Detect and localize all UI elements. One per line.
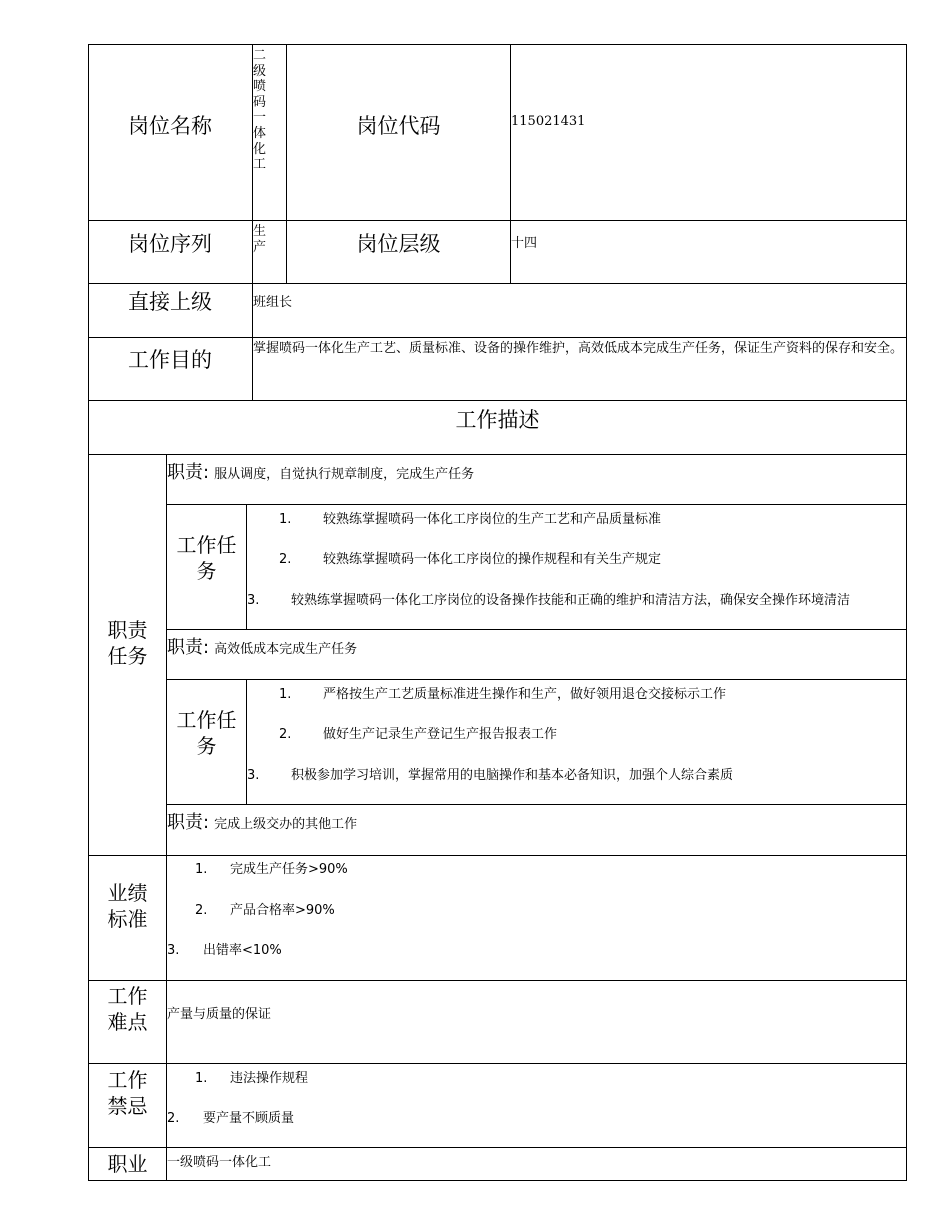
- position-sequence-value: 生产: [253, 224, 267, 255]
- career-label: 职业: [107, 1152, 148, 1176]
- task-1-1: 1. 较熟练掌握喷码一体化工序岗位的生产工艺和产品质量标准: [279, 512, 662, 527]
- performance-item-2: 2. 产品合格率>90%: [195, 903, 335, 918]
- position-name-label: 岗位名称: [128, 114, 212, 138]
- task-2-2: 2. 做好生产记录生产登记生产报告报表工作: [279, 727, 558, 742]
- position-name-value: 二级喷码一体化工: [253, 48, 267, 173]
- prohibition-item-1: 1. 违法操作规程: [195, 1071, 309, 1086]
- position-code-value: 115021431: [511, 114, 586, 129]
- prohibition-item-2: 2. 要产量不顾质量: [167, 1111, 295, 1126]
- task-1-3: 3. 较熟练掌握喷码一体化工序岗位的设备操作技能和正确的维护和清洁方法，确保安全操作环境清洁: [247, 593, 851, 608]
- career-text: 一级喷码一体化工: [167, 1155, 272, 1170]
- difficulty-text: 产量与质量的保证: [167, 1007, 272, 1022]
- purpose-value: 掌握喷码一体化生产工艺、质量标准、设备的操作维护，高效低成本完成生产任务，保证生产资料的保存和安全。: [253, 341, 904, 356]
- performance-item-3: 3. 出错率<10%: [167, 943, 282, 958]
- supervisor-label: 直接上级: [128, 290, 212, 314]
- difficulty-label: 工作难点: [107, 984, 148, 1034]
- position-sequence-label: 岗位序列: [128, 232, 212, 256]
- performance-item-1: 1. 完成生产任务>90%: [195, 862, 348, 877]
- task-2-1: 1. 严格按生产工艺质量标准进生操作和生产，做好领用退仓交接标示工作: [279, 687, 727, 702]
- task-1-2: 2. 较熟练掌握喷码一体化工序岗位的操作规程和有关生产规定: [279, 552, 662, 567]
- duty-1-line: 职责: 服从调度，自觉执行规章制度，完成生产任务: [167, 462, 475, 483]
- prohibitions-label: 工作禁忌: [107, 1068, 148, 1118]
- duty-3-line: 职责: 完成上级交办的其他工作: [167, 812, 358, 833]
- position-level-label: 岗位层级: [356, 232, 441, 256]
- duties-label: 职责任务: [107, 618, 148, 668]
- tasks-1-label: 工作任务: [176, 533, 237, 583]
- performance-label: 业绩标准: [107, 881, 148, 931]
- description-title: 工作描述: [455, 408, 540, 432]
- position-code-label: 岗位代码: [356, 114, 441, 138]
- position-level-value: 十四: [511, 236, 538, 251]
- purpose-label: 工作目的: [128, 348, 212, 372]
- duty-2-line: 职责: 高效低成本完成生产任务: [167, 637, 358, 658]
- supervisor-value: 班组长: [253, 295, 293, 310]
- task-2-3: 3. 积极参加学习培训，掌握常用的电脑操作和基本必备知识，加强个人综合素质: [247, 768, 734, 783]
- tasks-2-label: 工作任务: [176, 708, 237, 758]
